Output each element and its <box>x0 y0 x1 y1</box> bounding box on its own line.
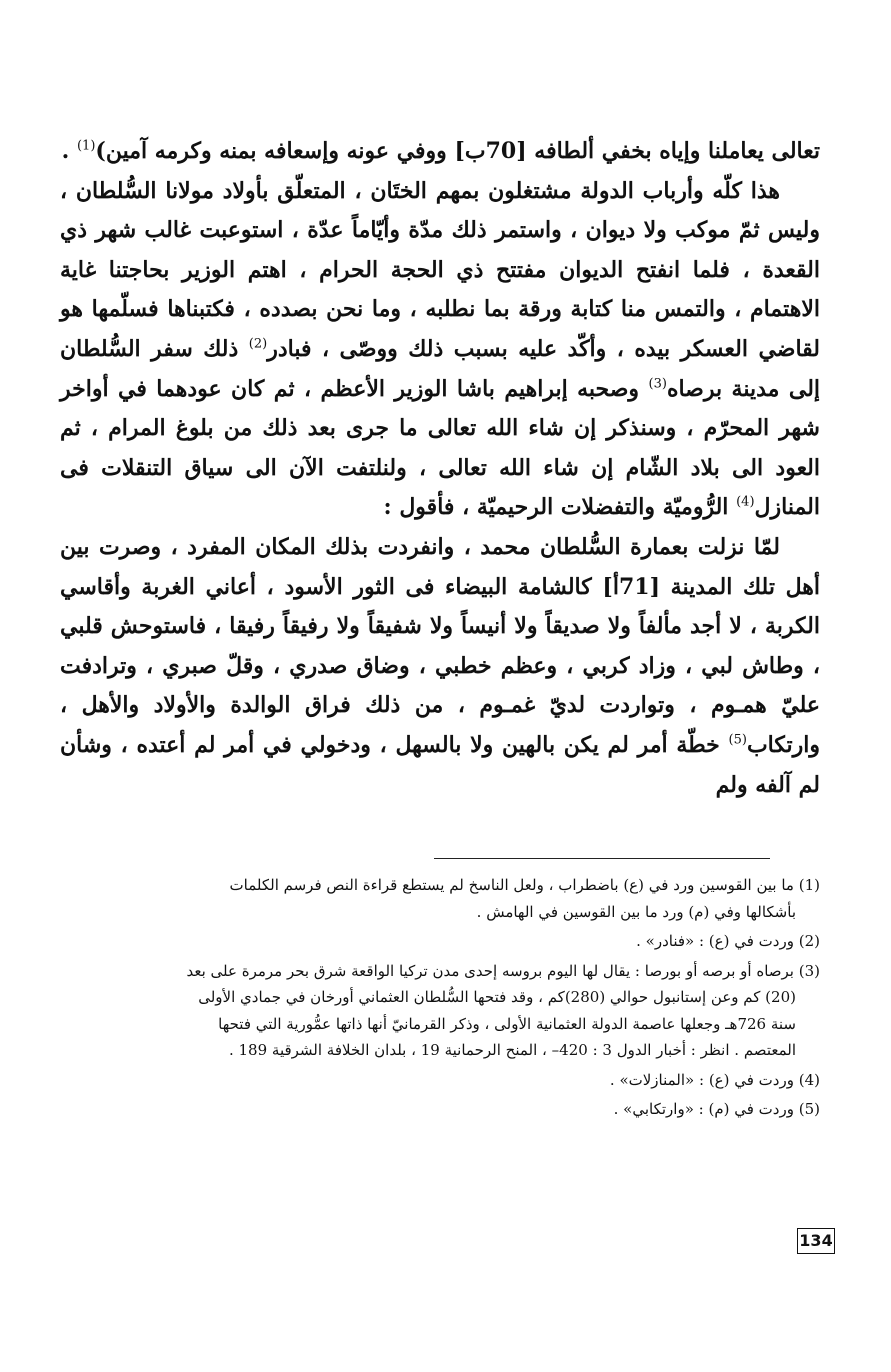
paragraph-2-part-1: هذا كلّه وأرباب الدولة مشتغلون بمهم الختَان ، المتعلّق بأولاد مولانا السُّلطان ، وليس ثمّ موكب ولا ديوان ، واستمر ذلك مدّة وأيّاماً عدّة ، استوعبت غالب شهر ذي القعدة ، فلما انفتح الديوان مفتتح ذي الحجة الحرام ، اهتم الوزير بحاجتنا غاية الاهتمام ، والتمس منا كتابة ورقة بما نطلبه ، وما نحن بصدده ، فكتبناها فسلّمها هو لقاضي العسكر بيده ، وأكّد عليه بسبب ذلك ووصّى ، فبادر <box>60 177 820 362</box>
footnote-3-line-2: (20) كم وعن إستانبول حوالي (280)كم ، وقد فتحها السُّلطان العثماني أورخان في جمادي الأولى <box>198 988 796 1006</box>
footnote-2-line-1: (2) وردت في (ع) : «فنادر» . <box>636 932 820 950</box>
footnote-3 <box>60 958 820 1064</box>
paragraph-3-part-2: خطّة أمر لم يكن بالهين ولا بالسهل ، ودخولي في أمر لم أعتده ، وشأن لم آلفه ولم <box>60 731 820 798</box>
footnote-1 <box>60 872 820 925</box>
footnote-1-line-1: (1) ما بين القوسين ورد في (ع) باضطراب ، ولعل الناسخ لم يستطع قراءة النص فرسم الكلمات <box>229 876 820 894</box>
footnote-marker-3: (3) <box>648 376 667 392</box>
paragraph-3 <box>60 528 820 805</box>
footnote-marker-4: (4) <box>736 495 755 511</box>
footnotes <box>60 872 820 1126</box>
paragraph-2 <box>60 172 820 528</box>
footnote-4-line-1: (4) وردت في (ع) : «المنازلات» . <box>609 1070 820 1089</box>
footnote-marker-2: (2) <box>248 336 268 352</box>
paragraph-2-part-4: الرُّوميّة والتفضلات الرحيميّة ، فأقول : <box>383 494 737 521</box>
paragraph-2-part-3: وصحبه إبراهيم باشا الوزير الأعظم ، ثم كان عودهما في أواخر شهر المحرّم ، وسنذكر إن شاء الله تعالى ما جرى بعد ذلك من بلوغ المرام ، ثم العود الى بلاد الشّام إن شاء الله تعالى ، ولنلتفت الآن الى سياق التنقلات فى المنازل <box>60 375 820 521</box>
paragraph-1-text: تعالى يعاملنا وإياه بخفي ألطافه [70ب] ووفي عونه وإسعافه بمنه وكرمه آمين) <box>95 138 820 164</box>
footnote-4 <box>60 1067 820 1094</box>
main-text <box>60 132 820 805</box>
paragraph-1 <box>60 132 820 172</box>
footnote-3-line-3: سنة 726هـ وجعلها عاصمة الدولة العثمانية الأولى ، وذكر القرمانيّ أنها ذاتها عمُّورية التي فتحها <box>218 1014 796 1033</box>
footnote-divider <box>434 858 770 859</box>
footnote-1-line-2: بأشكالها وفي (م) ورد ما بين القوسين في الهامش . <box>476 902 796 921</box>
footnote-5-line-1: (5) وردت في (م) : «وارتكابي» . <box>613 1100 820 1118</box>
paragraph-3-part-1: لمّا نزلت بعمارة السُّلطان محمد ، وانفردت بذلك المكان المفرد ، وصرت بين أهل تلك المدينة [71أ] كالشامة البيضاء فى الثور الأسود ، أعاني الغربة وأقاسي الكربة ، لا أجد مألفاً ولا صديقاً ولا أنيساً ولا شفيقاً ولا رفيقاً رفيقا ، فاستوحش قلبي ، وطاش لبي ، وزاد كربي ، وعظم خطبي ، وضاق صدري ، وقلّ صبري ، وترادفت عليّ همـوم ، وتواردت لديّ غمـوم ، من ذلك فراق الوالدة والأولاد والأهل ، وارتكاب <box>60 533 820 758</box>
footnote-marker-1: (1) <box>76 138 96 154</box>
footnote-3-line-4: المعتصم . انظر : أخبار الدول 3 : 420– ، المنح الرحمانية 19 ، بلدان الخلافة الشرقية 189 . <box>228 1041 796 1059</box>
paragraph-1-tail: . <box>61 138 77 164</box>
footnote-5 <box>60 1096 820 1123</box>
footnote-marker-5: (5) <box>728 732 747 748</box>
paragraph-2-part-2: ذلك سفر السُّلطان إلى مدينة برصاه <box>60 335 821 402</box>
footnote-2 <box>60 928 820 955</box>
page-number: 134 <box>797 1228 835 1254</box>
footnote-3-line-1: (3) برصاه أو برصه أو بورصا : يقال لها اليوم بروسه إحدى مدن تركيا الواقعة شرق بحر مرمرة على بعد <box>186 961 820 980</box>
